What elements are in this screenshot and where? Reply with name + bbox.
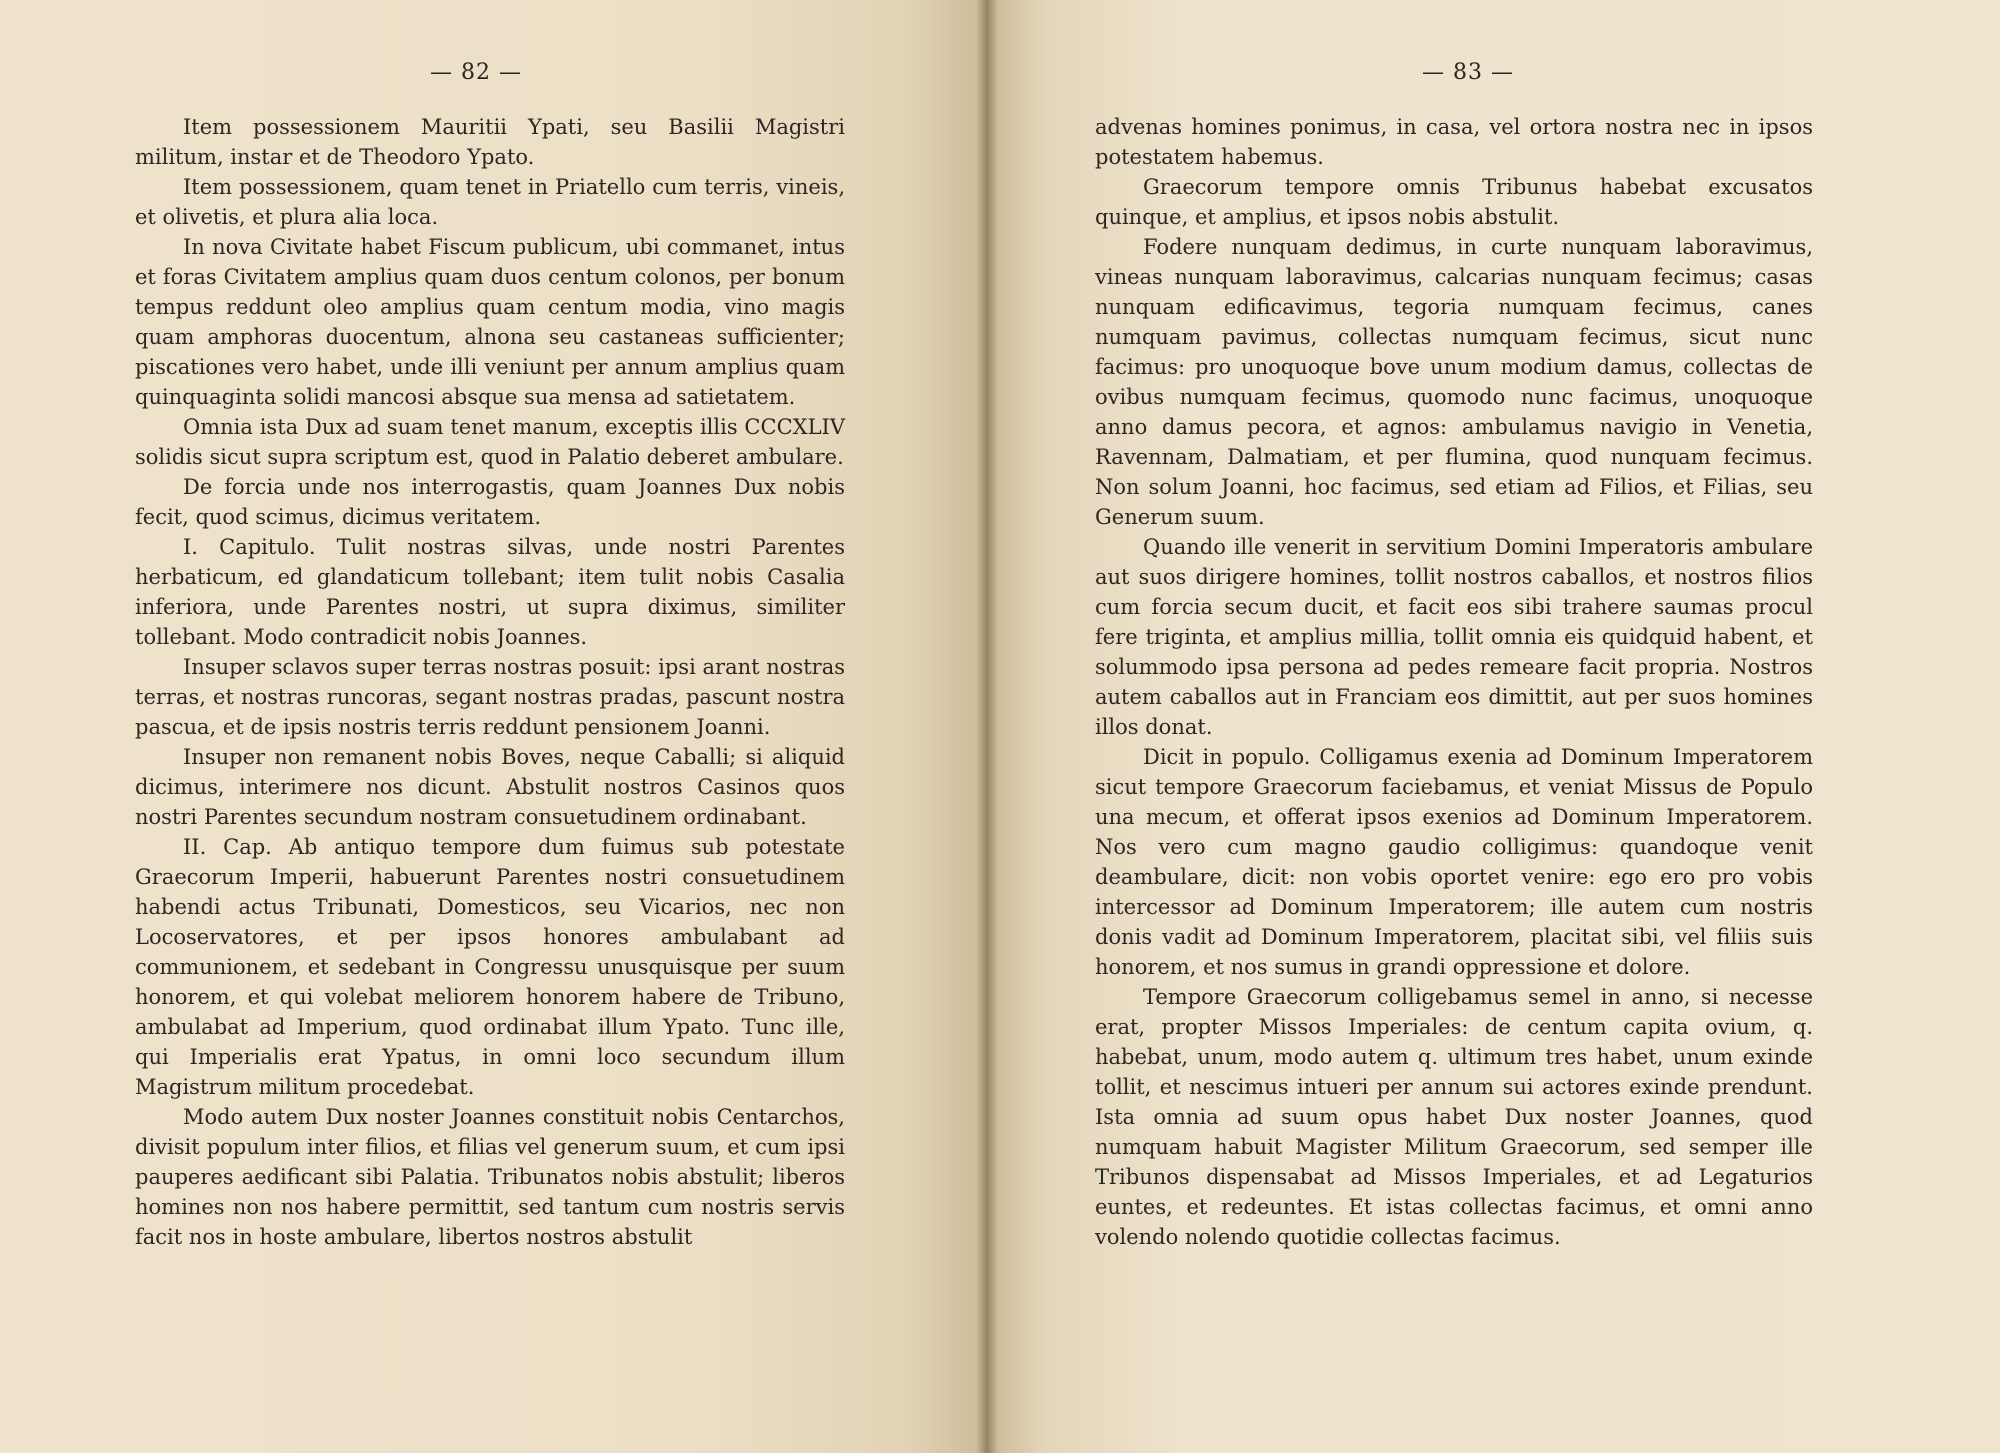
left-page: [0, 0, 985, 1453]
right-page: [985, 0, 2000, 1453]
paragraph: Modo autem Dux noster Joannes constituit nobis Centarchos, divisit populum inter filios, et filias vel generum suum, et cum ipsi pauperes aedificant sibi Palatia. Tribunatos nobis abstulit; liberos homines non nos habere permittit, sed tantum cum nostris servis facit nos in hoste ambulare, libertos nostros abstulit: [135, 1105, 845, 1249]
paragraph: II. Cap. Ab antiquo tempore dum fuimus sub potestate Graecorum Imperii, habuerunt Parentes nostri consuetudinem habendi actus Tribunati, Domesticos, seu Vicarios, nec non Locoservatores, et per ipsos honores ambulabant ad communionem, et sedebant in Congressu unusquisque per suum honorem, et qui volebat meliorem honorem habere de Tribuno, ambulabat ad Imperium, quod ordinabat illum Ypato. Tunc ille, qui Imperialis erat Ypatus, in omni loco secundum illum Magistrum militum procedebat.: [135, 835, 845, 1099]
paragraph: I. Capitulo. Tulit nostras silvas, unde nostri Parentes herbaticum, ed glandaticum tollebant; item tulit nobis Casalia inferiora, unde Parentes nostri, ut supra diximus, similiter tollebant. Modo contradicit nobis Joannes.: [135, 535, 845, 649]
paragraph: De forcia unde nos interrogastis, quam Joannes Dux nobis fecit, quod scimus, dicimus veritatem.: [135, 475, 845, 529]
paragraph: Item possessionem, quam tenet in Priatello cum terris, vineis, et olivetis, et plura alia loca.: [135, 175, 845, 229]
page-number: — 82 —: [430, 60, 522, 85]
paragraph: In nova Civitate habet Fiscum publicum, ubi commanet, intus et foras Civitatem amplius quam duos centum colonos, per bonum tempus reddunt oleo amplius quam centum modia, vino magis quam amphoras duocentum, alnona seu castaneas sufficienter; piscationes vero habet, unde illi veniunt per annum amplius quam quinquaginta solidi mancosi absque sua mensa ad satietatem.: [135, 235, 845, 409]
book-gutter: [976, 0, 998, 1453]
paragraph: Quando ille venerit in servitium Domini Imperatoris ambulare aut suos dirigere homines, tollit nostros caballos, et nostros filios cum forcia secum ducit, et facit eos sibi trahere saumas procul fere triginta, et amplius millia, tollit omnia eis quidquid habent, et solummodo ipsa persona ad pedes remeare facit propria. Nostros autem caballos aut in Franciam eos dimittit, aut per suos homines illos donat.: [1095, 535, 1813, 739]
paragraph: Graecorum tempore omnis Tribunus habebat excusatos quinque, et amplius, et ipsos nobis abstulit.: [1095, 175, 1813, 229]
paragraph: Insuper non remanent nobis Boves, neque Caballi; si aliquid dicimus, interimere nos dicunt. Abstulit nostros Casinos quos nostri Parentes secundum nostram consuetudinem ordinabant.: [135, 745, 845, 829]
paragraph: Fodere nunquam dedimus, in curte nunquam laboravimus, vineas nunquam laboravimus, calcarias nunquam fecimus; casas nunquam edificavimus, tegoria numquam fecimus, canes numquam pavimus, collectas numquam fecimus, sicut nunc facimus: pro unoquoque bove unum modium damus, collectas de ovibus numquam fecimus, quomodo nunc facimus, unoquoque anno damus pecora, et agnos: ambulamus navigio in Venetia, Ravennam, Dalmatiam, et per flumina, quod nunquam fecimus. Non solum Joanni, hoc facimus, sed etiam ad Filios, et Filias, seu Generum suum.: [1095, 235, 1813, 529]
page-body: [135, 112, 845, 1252]
paragraph: Item possessionem Mauritii Ypati, seu Basilii Magistri militum, instar et de Theodoro Ypato.: [135, 115, 845, 169]
paragraph: Omnia ista Dux ad suam tenet manum, exceptis illis CCCXLIV solidis sicut supra scriptum est, quod in Palatio deberet ambulare.: [135, 415, 845, 469]
paragraph: Tempore Graecorum colligebamus semel in anno, si necesse erat, propter Missos Imperiales: de centum capita ovium, q. habebat, unum, modo autem q. ultimum tres habet, unum exinde tollit, et nescimus intueri per annum sui actores exinde prendunt. Ista omnia ad suum opus habet Dux noster Joannes, quod numquam habuit Magister Militum Graecorum, sed semper ille Tribunos dispensabat ad Missos Imperiales, et ad Legaturios euntes, et redeuntes. Et istas collectas facimus, et omni anno volendo nolendo quotidie collectas facimus.: [1095, 985, 1813, 1249]
paragraph: Insuper sclavos super terras nostras posuit: ipsi arant nostras terras, et nostras runcoras, segant nostras pradas, pascunt nostra pascua, et de ipsis nostris terris reddunt pensionem Joanni.: [135, 655, 845, 739]
page-number: — 83 —: [1422, 60, 1514, 85]
paragraph: advenas homines ponimus, in casa, vel ortora nostra nec in ipsos potestatem habemus.: [1095, 115, 1813, 169]
paragraph: Dicit in populo. Colligamus exenia ad Dominum Imperatorem sicut tempore Graecorum faciebamus, et veniat Missus de Populo una mecum, et offerat ipsos exenios ad Dominum Imperatorem. Nos vero cum magno gaudio colligimus: quandoque venit deambulare, dicit: non vobis oportet venire: ego ero pro vobis intercessor ad Dominum Imperatorem; ille autem cum nostris donis vadit ad Dominum Imperatorem, placitat sibi, vel filiis suis honorem, et nos sumus in grandi oppressione et dolore.: [1095, 745, 1813, 979]
page-body: [1095, 112, 1813, 1252]
